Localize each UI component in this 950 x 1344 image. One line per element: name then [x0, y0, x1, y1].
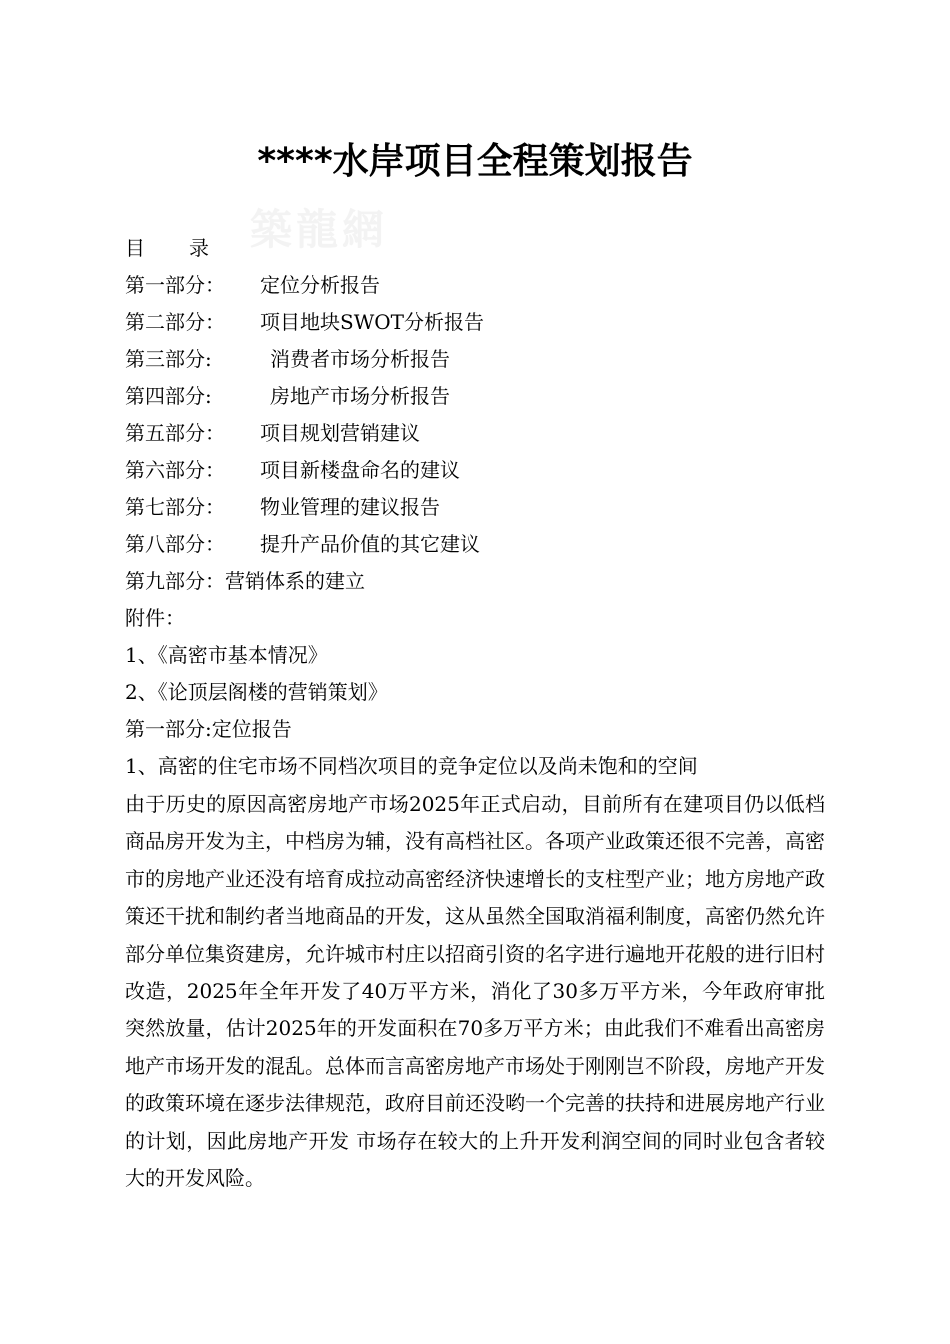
toc-item-part-1 — [125, 267, 845, 304]
toc-item-part-3 — [125, 341, 845, 378]
section-heading: 第一部分:定位报告 — [125, 717, 292, 741]
watermark: 築龍網 — [250, 205, 389, 254]
toc-part-name: 物业管理的建议报告 — [260, 495, 440, 519]
toc-item-part-2 — [125, 304, 845, 341]
toc-part-name: 项目规划营销建议 — [260, 421, 420, 445]
attachment-item: 1、《高密市基本情况》 — [125, 643, 328, 667]
attachments-label: 附件： — [125, 606, 185, 630]
toc-part-name: 项目新楼盘命名的建议 — [260, 458, 460, 482]
toc-item-part-4 — [125, 378, 845, 415]
toc-item-part-5 — [125, 415, 845, 452]
toc-part-name: 项目地块SWOT分析报告 — [260, 310, 484, 334]
toc-item-part-8 — [125, 526, 845, 563]
toc-part-name: 定位分析报告 — [260, 273, 380, 297]
table-of-contents — [125, 230, 845, 785]
toc-item-part-6 — [125, 452, 845, 489]
toc-part-name: 房地产市场分析报告 — [270, 384, 450, 408]
toc-part-label: 第八部分： — [125, 532, 225, 556]
toc-part-label: 第五部分： — [125, 421, 225, 445]
toc-part-label: 第二部分： — [125, 310, 225, 334]
toc-heading-char-1: 目 — [125, 236, 145, 260]
toc-part-label: 第四部分: — [125, 384, 212, 408]
document-title: ****水岸项目全程策划报告 — [257, 141, 693, 182]
attachment-item: 2、《论顶层阁楼的营销策划》 — [125, 680, 388, 704]
subsection-heading: 1、高密的住宅市场不同档次项目的竞争定位以及尚未饱和的空间 — [125, 754, 698, 778]
toc-part-name: 消费者市场分析报告 — [270, 347, 450, 371]
toc-part-label: 第六部分： — [125, 458, 225, 482]
toc-part-label: 第三部分: — [125, 347, 212, 371]
toc-item-part-9: 第九部分：营销体系的建立 — [125, 569, 365, 593]
toc-item-part-7 — [125, 489, 845, 526]
toc-heading-char-2: 录 — [189, 236, 209, 260]
toc-part-label: 第七部分： — [125, 495, 225, 519]
toc-part-label: 第一部分： — [125, 273, 225, 297]
body-paragraph: 由于历史的原因高密房地产市场2025年正式启动，目前所有在建项目仍以低档商品房开发为主，中档房为辅，没有高档社区。各项产业政策还很不完善，高密市的房地产业还没有培育成拉动高密经济快速增长的支柱型产业；地方房地产政策还干扰和制约者当地商品的开发，这从虽然全国取消福利制度，高密仍然允许部分单位集资建房，允许城市村庄以招商引资的名字进行遍地开花般的进行旧村改造，2025年全年开发了40万平方米，消化了30多万平方米，今年政府审批突然放量，估计2025年的开发面积在70多万平方米；由此我们不难看出高密房地产市场开发的混乱。总体而言高密房地产市场处于刚刚岂不阶段，房地产开发的政策环境在逐步法律规范，政府目前还没哟一个完善的扶持和进展房地产行业的计划，因此房地产开发 市场存在较大的上升开发利润空间的同时业包含者较大的开发风险。 — [125, 792, 825, 1191]
toc-part-name: 提升产品价值的其它建议 — [260, 532, 480, 556]
toc-heading — [125, 230, 845, 267]
